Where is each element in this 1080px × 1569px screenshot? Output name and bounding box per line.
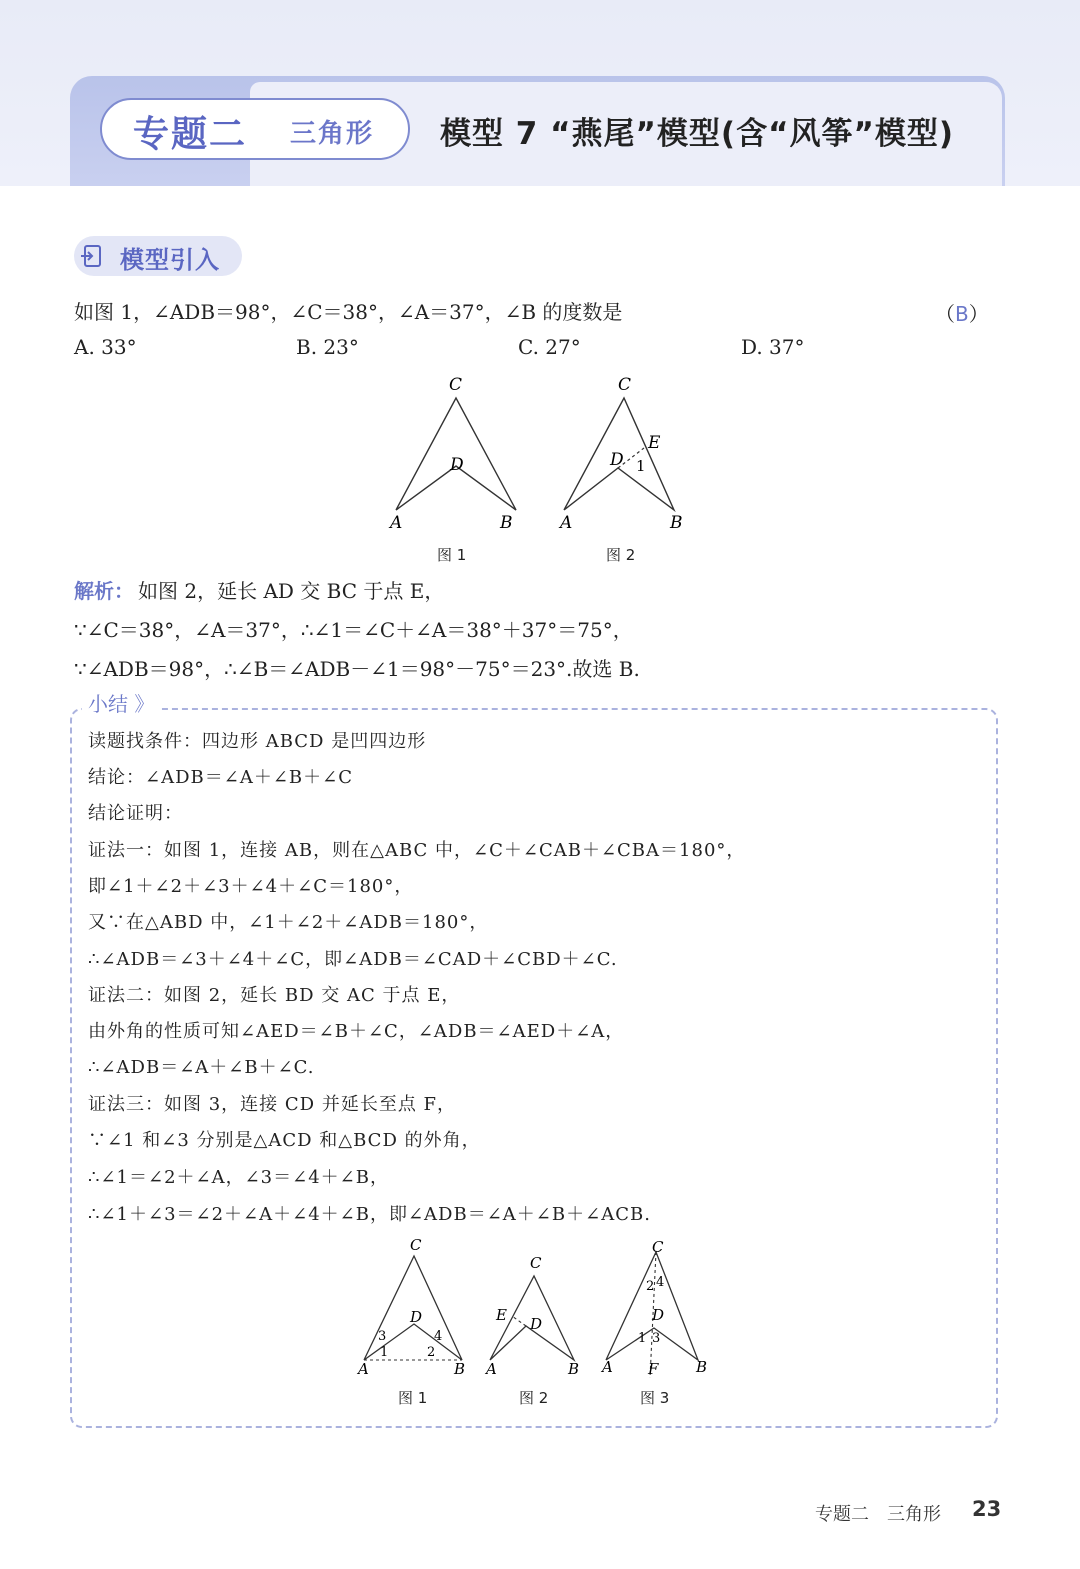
answer-close: ） xyxy=(968,302,989,326)
fig1-label-d: D xyxy=(450,455,464,475)
summary-line: ∴∠1＝∠2＋∠A，∠3＝∠4＋∠B， xyxy=(88,1167,389,1188)
page-title: 模型 7 “燕尾”模型(含“风筝”模型) xyxy=(440,116,954,152)
summary-line: ∵∠1 和∠3 分别是△ACD 和△BCD 的外角， xyxy=(88,1130,481,1151)
b-fig1-label-b: B xyxy=(454,1360,466,1378)
fig2-label-a: A xyxy=(560,513,573,533)
summary-line: 读题找条件：四边形 ABCD 是凹四边形 xyxy=(88,731,427,752)
b-fig2-label-c: C xyxy=(530,1254,542,1272)
b-fig3-n2: 2 xyxy=(646,1279,655,1294)
footer-topic: 专题二 三角形 xyxy=(815,1504,941,1525)
b-fig2-label-e: E xyxy=(496,1306,507,1324)
top-figure-1 xyxy=(388,375,516,533)
option-b: B. 23° xyxy=(296,335,359,359)
bottom-fig1-caption: 图 1 xyxy=(398,1389,428,1407)
bottom-figure-1 xyxy=(356,1236,465,1378)
summary-line: 证法三：如图 3，连接 CD 并延长至点 F， xyxy=(88,1094,457,1115)
b-fig1-label-a: A xyxy=(358,1360,369,1378)
option-c: C. 27° xyxy=(518,335,581,359)
b-fig3-label-c: C xyxy=(652,1238,664,1256)
fig2-label-e: E xyxy=(648,433,661,453)
topic-label: 专题二 xyxy=(133,114,248,155)
fig1-label-b: B xyxy=(500,513,513,533)
fig2-label-b: B xyxy=(670,513,683,533)
analysis-label: 解析： xyxy=(74,579,134,603)
top-fig2-caption: 图 2 xyxy=(606,546,636,564)
analysis-line-2: ∵∠C＝38°，∠A＝37°，∴∠1＝∠C＋∠A＝38°＋37°＝75°， xyxy=(74,618,633,642)
b-fig1-n1: 1 xyxy=(380,1345,389,1360)
summary-line: 即∠1＋∠2＋∠3＋∠4＋∠C＝180°， xyxy=(88,876,414,897)
summary-line: ∴∠1＋∠3＝∠2＋∠A＋∠4＋∠B，即∠ADB＝∠A＋∠B＋∠ACB. xyxy=(88,1204,651,1225)
analysis-line-1: 如图 2，延长 AD 交 BC 于点 E， xyxy=(138,579,445,603)
b-fig2-label-b: B xyxy=(568,1360,580,1378)
summary-line: ∴∠ADB＝∠A＋∠B＋∠C. xyxy=(88,1057,315,1078)
b-fig2-label-d: D xyxy=(530,1315,543,1333)
b-fig3-n3: 3 xyxy=(652,1331,661,1346)
summary-line: 结论证明： xyxy=(88,803,183,824)
fig1-label-c: C xyxy=(449,375,463,395)
document-arrow-icon xyxy=(80,244,104,268)
question-text: 如图 1，∠ADB＝98°，∠C＝38°，∠A＝37°，∠B 的度数是 xyxy=(74,300,623,324)
top-figures xyxy=(380,370,720,570)
fig1-label-a: A xyxy=(390,513,403,533)
option-a: A. 33° xyxy=(74,335,137,359)
b-fig1-label-c: C xyxy=(410,1236,422,1254)
b-fig1-n4: 4 xyxy=(434,1329,443,1344)
b-fig1-n2: 2 xyxy=(427,1345,436,1360)
summary-line: 证法一：如图 1，连接 AB，则在△ABC 中，∠C＋∠CAB＋∠CBA＝180°， xyxy=(88,840,746,861)
fig2-label-1: 1 xyxy=(636,457,646,475)
summary-line: 由外角的性质可知∠AED＝∠B＋∠C，∠ADB＝∠AED＋∠A， xyxy=(88,1021,625,1042)
bottom-figures xyxy=(350,1236,730,1386)
bottom-fig2-caption: 图 2 xyxy=(519,1389,549,1407)
b-fig3-label-f: F xyxy=(648,1360,659,1378)
answer-value: B xyxy=(955,302,969,326)
bottom-fig3-caption: 图 3 xyxy=(640,1389,670,1407)
fig2-label-d: D xyxy=(610,450,624,470)
summary-line: 又∵在△ABD 中，∠1＋∠2＋∠ADB＝180°， xyxy=(88,912,489,933)
b-fig3-label-a: A xyxy=(602,1358,613,1376)
section-label: 模型引入 xyxy=(120,246,220,274)
b-fig1-label-d: D xyxy=(410,1308,423,1326)
fig2-label-c: C xyxy=(618,375,632,395)
b-fig3-label-b: B xyxy=(696,1358,708,1376)
b-fig3-label-d: D xyxy=(652,1306,665,1324)
summary-line: 证法二：如图 2，延长 BD 交 AC 于点 E， xyxy=(88,985,461,1006)
answer-blank xyxy=(935,298,989,327)
top-figure-2 xyxy=(558,375,683,533)
b-fig3-n4: 4 xyxy=(656,1275,665,1290)
analysis-line-3: ∵∠ADB＝98°，∴∠B＝∠ADB－∠1＝98°－75°＝23°.故选 B. xyxy=(74,657,640,681)
page-number: 23 xyxy=(972,1497,1002,1521)
summary-line: ∴∠ADB＝∠3＋∠4＋∠C，即∠ADB＝∠CAD＋∠CBD＋∠C. xyxy=(88,949,618,970)
summary-label: 小结 》 xyxy=(82,688,160,717)
chapter-label: 三角形 xyxy=(290,119,375,149)
option-d: D. 37° xyxy=(741,335,805,359)
b-fig1-n3: 3 xyxy=(378,1329,387,1344)
bottom-figure-2 xyxy=(484,1254,579,1378)
b-fig2-label-a: A xyxy=(486,1360,497,1378)
bottom-figure-3 xyxy=(600,1238,707,1378)
summary-line: 结论：∠ADB＝∠A＋∠B＋∠C xyxy=(88,767,353,788)
top-fig1-caption: 图 1 xyxy=(437,546,467,564)
b-fig3-n1: 1 xyxy=(638,1331,647,1346)
answer-open: （ xyxy=(935,302,955,326)
